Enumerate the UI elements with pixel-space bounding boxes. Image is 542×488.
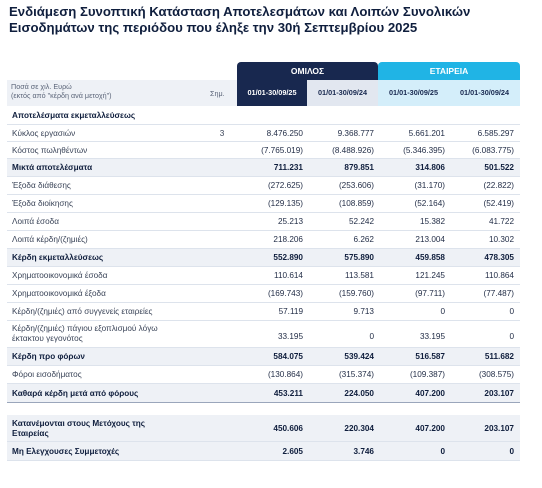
period-header-group-2024: 01/01-30/09/24 xyxy=(307,80,378,106)
row-label: Κέρδη προ φόρων xyxy=(12,352,85,361)
table-row xyxy=(7,177,520,195)
row-label: Κέρδη/(ζημιές) από συγγενείς εταιρείες xyxy=(12,307,153,316)
row-label: Λοιπά έσοδα xyxy=(12,217,59,226)
table-row xyxy=(7,159,520,177)
cell-company-2024: 203.107 xyxy=(484,389,514,398)
cell-company-2024: (77.487) xyxy=(483,289,514,298)
table-row xyxy=(7,267,520,285)
row-label: Καθαρά κέρδη μετά από φόρους xyxy=(12,389,139,398)
cell-group-2024: (108.859) xyxy=(338,199,374,208)
cell-company-2025: 213.004 xyxy=(415,235,445,244)
cell-group-2025: 25.213 xyxy=(277,217,303,226)
period-header-company-2024: 01/01-30/09/24 xyxy=(449,80,520,106)
cell-group-2024: (8.488.926) xyxy=(332,146,374,155)
cell-group-2024: 539.424 xyxy=(344,352,374,361)
cell-company-2025: 0 xyxy=(440,447,445,456)
table-row xyxy=(7,415,520,442)
row-label: Κόστος πωληθέντων xyxy=(12,146,88,155)
cell-group-2024: (159.760) xyxy=(338,289,374,298)
table-row xyxy=(7,442,520,461)
column-header xyxy=(7,62,520,106)
table-row xyxy=(7,348,520,366)
cell-company-2025: 121.245 xyxy=(415,271,445,280)
cell-group-2024: 3.746 xyxy=(353,447,374,456)
cell-company-2025: 407.200 xyxy=(415,389,445,398)
cell-company-2025: 314.806 xyxy=(415,163,445,172)
cell-company-2025: 516.587 xyxy=(415,352,445,361)
cell-group-2025: (169.743) xyxy=(267,289,303,298)
cell-company-2025: (52.164) xyxy=(414,199,445,208)
cell-group-2024: 113.581 xyxy=(345,271,374,280)
cell-group-2025: 453.211 xyxy=(273,389,303,398)
row-label: Φόροι εισοδήματος xyxy=(12,370,82,379)
cell-company-2024: 203.107 xyxy=(484,424,514,433)
cell-group-2024: 224.050 xyxy=(344,389,374,398)
table-row xyxy=(7,231,520,249)
cell-group-2025: (129.135) xyxy=(267,199,303,208)
row-label: Λοιπά κέρδη/(ζημιές) xyxy=(12,235,88,244)
row-label: Μικτά αποτελέσματα xyxy=(12,163,93,172)
group-header-omilos: ΟΜΙΛΟΣ xyxy=(237,62,378,80)
cell-company-2024: 41.722 xyxy=(488,217,514,226)
row-label: Αποτελέσματα εκμεταλλεύσεως xyxy=(12,111,136,120)
cell-company-2024: 511.682 xyxy=(484,352,514,361)
cell-company-2024: 0 xyxy=(509,332,514,341)
table-row xyxy=(7,213,520,231)
cell-company-2024: (6.083.775) xyxy=(472,146,514,155)
table-row xyxy=(7,366,520,384)
cell-group-2025: 711.231 xyxy=(273,163,303,172)
cell-company-2024: (22.822) xyxy=(483,181,514,190)
cell-company-2024: 0 xyxy=(509,307,514,316)
cell-company-2025: (109.387) xyxy=(409,370,445,379)
row-label: Έξοδα διάθεσης xyxy=(12,181,71,190)
cell-company-2025: 459.858 xyxy=(415,253,445,262)
row-label: Κύκλος εργασιών xyxy=(12,129,76,138)
cell-group-2025: (7.765.019) xyxy=(261,146,303,155)
row-label: Κέρδη εκμεταλλεύσεως xyxy=(12,253,104,262)
cell-company-2025: (5.346.395) xyxy=(403,146,445,155)
table-row xyxy=(7,125,520,142)
cell-group-2024: 0 xyxy=(369,332,374,341)
table-row xyxy=(7,384,520,403)
cell-company-2024: (308.575) xyxy=(478,370,514,379)
cell-group-2025: 2.605 xyxy=(282,447,303,456)
row-label: Κέρδη/(ζημιές) πάγιου εξοπλισμού λόγω έκτακτου γεγονότος xyxy=(12,324,158,343)
cell-company-2024: 110.864 xyxy=(485,271,514,280)
row-label: Μη Ελεγχουσες Συμμετοχές xyxy=(12,447,120,456)
cell-group-2024: 220.304 xyxy=(344,424,374,433)
cell-group-2025: 218.206 xyxy=(273,235,303,244)
units-line-2: (εκτός από "κέρδη ανά μετοχή") xyxy=(11,91,112,100)
units-line-1: Ποσά σε χιλ. Ευρώ xyxy=(11,82,72,91)
cell-company-2025: 0 xyxy=(440,307,445,316)
table-row xyxy=(7,142,520,159)
cell-group-2024: 9.713 xyxy=(353,307,374,316)
row-label: Κατανέμονται στους Μετόχους της Εταιρείας xyxy=(12,419,146,438)
table-row xyxy=(7,195,520,213)
cell-company-2025: 407.200 xyxy=(415,424,445,433)
cell-group-2024: 9.368.777 xyxy=(337,129,374,138)
income-statement-table xyxy=(7,106,520,461)
cell-company-2024: (52.419) xyxy=(483,199,514,208)
cell-group-2025: 450.606 xyxy=(273,424,303,433)
cell-group-2025: 584.075 xyxy=(273,352,303,361)
period-header-company-2025: 01/01-30/09/25 xyxy=(378,80,449,106)
cell-group-2024: 879.851 xyxy=(344,163,374,172)
cell-company-2024: 501.522 xyxy=(484,163,514,172)
table-row xyxy=(7,106,520,125)
cell-company-2025: 33.195 xyxy=(419,332,445,341)
note-column-label: Σημ. xyxy=(210,89,225,98)
cell-group-2025: 57.119 xyxy=(278,307,303,316)
table-row xyxy=(7,321,520,348)
row-label: Χρηματοοικονομικά έξοδα xyxy=(12,289,106,298)
cell-company-2024: 478.305 xyxy=(484,253,514,262)
cell-company-2025: 15.382 xyxy=(419,217,445,226)
units-header-cell xyxy=(7,80,237,106)
table-row xyxy=(7,285,520,303)
cell-group-2024: 575.890 xyxy=(344,253,374,262)
cell-group-2025: 552.890 xyxy=(273,253,303,262)
table-row xyxy=(7,303,520,321)
cell-company-2024: 10.302 xyxy=(488,235,514,244)
cell-group-2025: (272.625) xyxy=(267,181,303,190)
group-header-etaireia: ΕΤΑΙΡΕΙΑ xyxy=(378,62,520,80)
cell-group-2024: (253.606) xyxy=(338,181,374,190)
cell-company-2025: 5.661.201 xyxy=(408,129,445,138)
cell-group-2024: (315.374) xyxy=(338,370,374,379)
cell-company-2025: (31.170) xyxy=(414,181,445,190)
cell-company-2024: 6.585.297 xyxy=(477,129,514,138)
cell-company-2025: (97.711) xyxy=(415,289,445,298)
cell-group-2025: (130.864) xyxy=(267,370,303,379)
cell-group-2025: 8.476.250 xyxy=(266,129,303,138)
period-header-group-2025: 01/01-30/09/25 xyxy=(237,80,307,106)
cell-group-2025: 33.195 xyxy=(277,332,303,341)
cell-group-2024: 6.262 xyxy=(353,235,374,244)
cell-group-2024: 52.242 xyxy=(348,217,374,226)
row-label: Έξοδα διοίκησης xyxy=(12,199,73,208)
cell-company-2024: 0 xyxy=(509,447,514,456)
cell-group-2025: 110.614 xyxy=(274,271,303,280)
statement-title: Ενδιάμεση Συνοπτική Κατάσταση Αποτελεσμάτων και Λοιπών Συνολικών Εισοδημάτων της περιόδου που έληξε την 30ή Σεπτεμβρίου 2025 xyxy=(9,4,471,35)
table-row xyxy=(7,249,520,267)
row-label: Χρηματοοικονομικά έσοδα xyxy=(12,271,108,280)
row-note: 3 xyxy=(219,129,225,138)
